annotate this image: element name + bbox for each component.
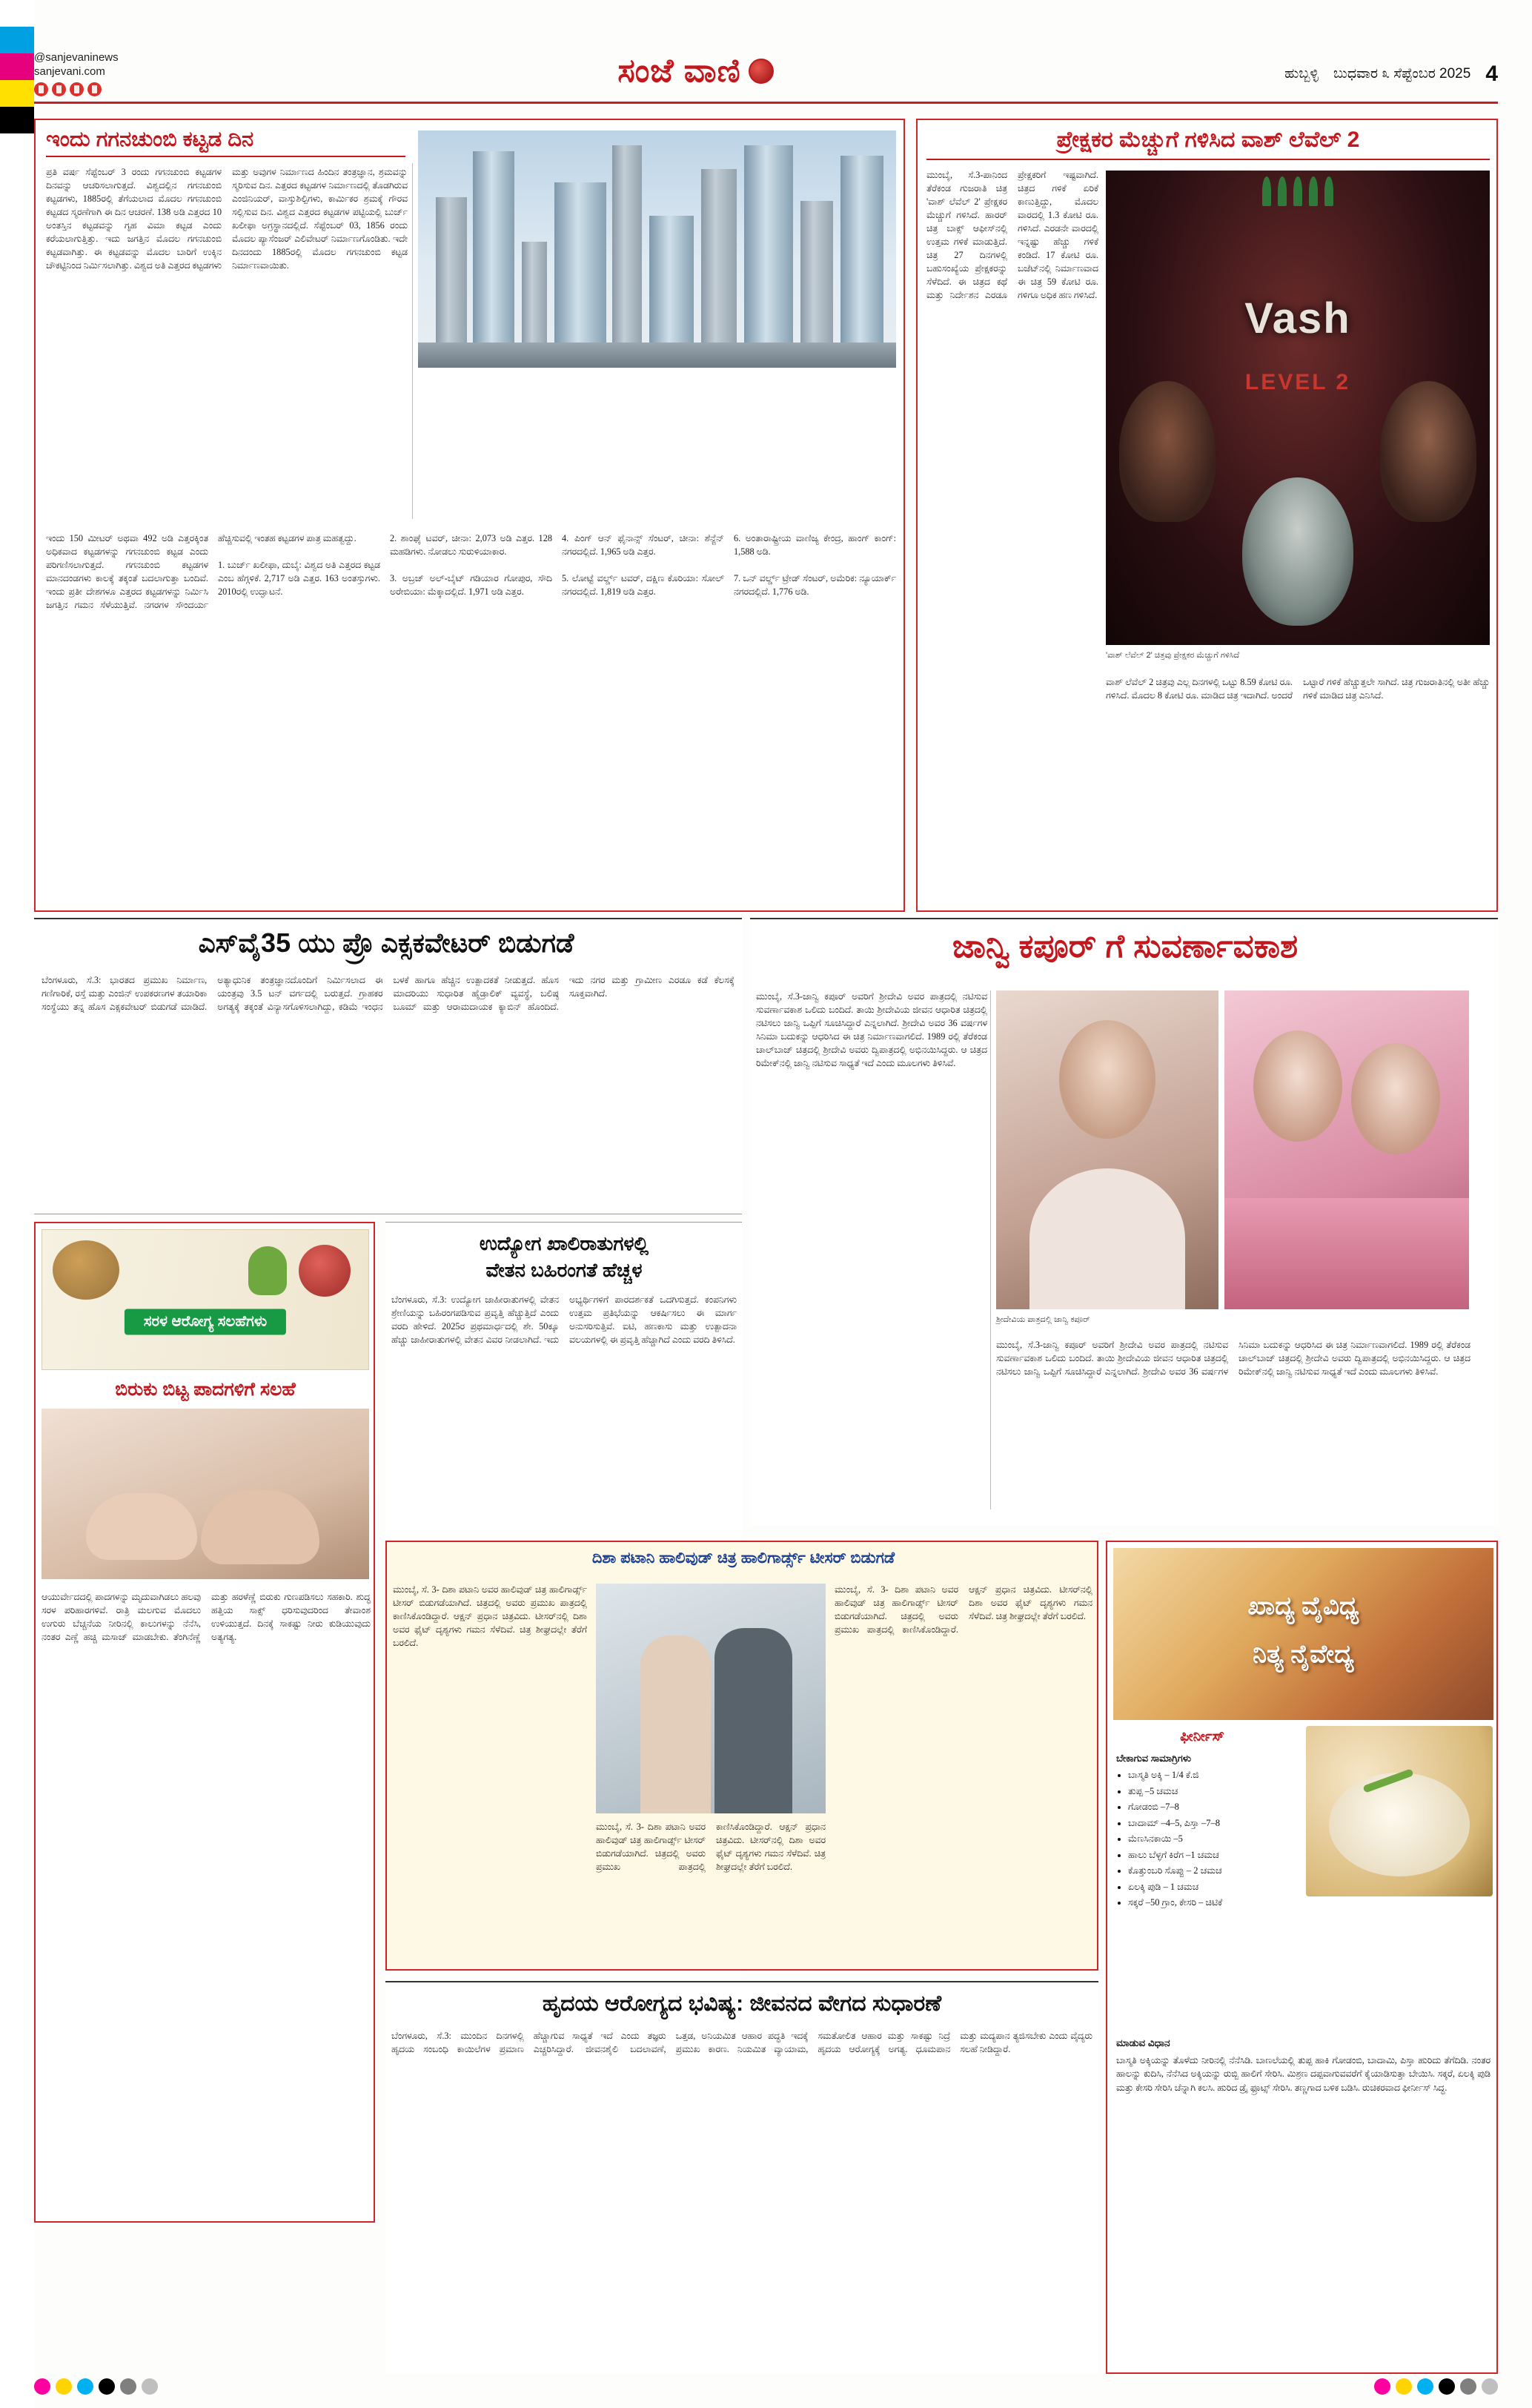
health-banner-text: ಸರಳ ಆರೋಗ್ಯ ಸಲಹೆಗಳು (125, 1309, 286, 1335)
janhvi-body-2: ಮುಂಬೈ, ಸೆ.3-ಜಾನ್ವಿ ಕಪೂರ್ ಅವರಿಗೆ ಶ್ರೀದೇವಿ ಅವರ ಪಾತ್ರದಲ್ಲಿ ನಟಿಸುವ ಸುವರ್ಣಾವಕಾಶ ಒಲಿದು ಬಂದಿದೆ. ತಾಯಿ ಶ್ರೀದೇವಿಯ ಜೀವನ ಆಧಾರಿತ ಚಿತ್ರದಲ್ಲಿ ನಟಿಸಲು ಜಾನ್ವಿ ಒಪ್ಪಿಗೆ ಸೂಚಿಸಿದ್ದಾರೆ ಎನ್ನಲಾಗಿದೆ. ಶ್ರೀದೇವಿ ಅವರ 36 ವರ್ಷಗಳ ಸಿನಿಮಾ ಬದುಕನ್ನು ಆಧರಿಸಿದ ಈ ಚಿತ್ರ ನಿರ್ಮಾಣವಾಗಲಿದೆ. 1989 ರಲ್ಲಿ ತೆರೆಕಂಡ ಚಾಲ್‌ಬಾಜ್ ಚಿತ್ರದಲ್ಲಿ ಶ್ರೀದೇವಿ ಅವರು ದ್ವಿಪಾತ್ರದಲ್ಲಿ ಅಭಿನಯಿಸಿದ್ದರು. ಆ ಚಿತ್ರದ ರಿಮೇಕ್‌ನಲ್ಲಿ ಜಾನ್ವಿ ನಟಿಸುವ ಸಾಧ್ಯತೆ ಇದೆ ಎಂದು ಮೂಲಗಳು ತಿಳಿಸಿವೆ. (996, 1340, 1470, 1377)
towers-item-2: 3. ಅಬ್ರಜ್ ಅಲ್-ಬೈಟ್ ಗಡಿಯಾರ ಗೋಪುರ, ಸೌದಿ ಅರೇಬಿಯಾ: ಮೆಕ್ಕಾದಲ್ಲಿದೆ. 1,971 ಅಡಿ ಎತ್ತರ. (390, 572, 552, 597)
ingredient-item: • ತುಪ್ಪ –5 ಚಮಚ (1128, 1784, 1297, 1800)
story-feet (34, 1222, 375, 2223)
recipe-title: ಫೀರ್ನೀಸ್ (1180, 1729, 1224, 1744)
recipe-banner-line1: ಖಾದ್ಯ ವೈವಿಧ್ಯ (1247, 1592, 1359, 1621)
hollywood-body-under: ಮುಂಬೈ, ಸೆ. 3- ದಿಶಾ ಪಟಾನಿ ಅವರ ಹಾಲಿವುಡ್ ಚಿತ್ರ ಹಾಲಿಗಾರ್ಡ್ಸ್ ಟೀಸರ್ ಬಿಡುಗಡೆಯಾಗಿದೆ. ಚಿತ್ರದಲ್ಲಿ ಅವರು ಪ್ರಮುಖ ಪಾತ್ರದಲ್ಲಿ ಕಾಣಿಸಿಕೊಂಡಿದ್ದಾರೆ. ಆಕ್ಷನ್ ಪ್ರಧಾನ ಚಿತ್ರವಿದು. ಟೀಸರ್‌ನಲ್ಲಿ ದಿಶಾ ಅವರ ಫೈಟ್ ದೃಶ್ಯಗಳು ಗಮನ ಸೆಳೆದಿವೆ. ಚಿತ್ರ ಶೀಘ್ರದಲ್ಲೇ ತೆರೆಗೆ ಬರಲಿದೆ. (596, 1822, 826, 1872)
recipe-banner-image (1113, 1548, 1493, 1720)
towers-photo-1 (418, 130, 896, 368)
towers-item-3: 4. ಪಿಂಗ್ ಆನ್ ಫೈನಾನ್ಸ್ ಸೆಂಟರ್, ಚೀನಾ: ಶೆನ್ಜೆನ್ ನಗರದಲ್ಲಿದೆ. 1,965 ಅಡಿ ಎತ್ತರ. (562, 533, 724, 557)
labour-body: ಬೆಂಗಳೂರು, ಸೆ.3: ಉದ್ಯೋಗ ಜಾಹೀರಾತುಗಳಲ್ಲಿ ವೇತನ ಶ್ರೇಣಿಯನ್ನು ಬಹಿರಂಗಪಡಿಸುವ ಪ್ರವೃತ್ತಿ ಹೆಚ್ಚುತ್ತಿದೆ ಎಂದು ವರದಿ ಹೇಳಿದೆ. 2025ರ ಪ್ರಥಮಾರ್ಧದಲ್ಲಿ ಶೇ. 50ಕ್ಕೂ ಹೆಚ್ಚು ಜಾಹೀರಾತುಗಳಲ್ಲಿ ವೇತನ ವಿವರ ನೀಡಲಾಗಿದೆ. ಇದು ಅಭ್ಯರ್ಥಿಗಳಿಗೆ ಪಾರದರ್ಶಕತೆ ಒದಗಿಸುತ್ತದೆ. ಕಂಪನಿಗಳು ಉತ್ತಮ ಪ್ರತಿಭೆಯನ್ನು ಆಕರ್ಷಿಸಲು ಈ ಮಾರ್ಗ ಅನುಸರಿಸುತ್ತಿವೆ. ಐಟಿ, ಹಣಕಾಸು ಮತ್ತು ಉತ್ಪಾದನಾ ವಲಯಗಳಲ್ಲಿ ಈ ಪ್ರವೃತ್ತಿ ಹೆಚ್ಚಾಗಿದೆ ಎಂದು ವರದಿ ತಿಳಿಸಿದೆ. (391, 1294, 737, 1345)
print-registration-left (34, 2378, 158, 2395)
hollywood-body-right: ಮುಂಬೈ, ಸೆ. 3- ದಿಶಾ ಪಟಾನಿ ಅವರ ಹಾಲಿವುಡ್ ಚಿತ್ರ ಹಾಲಿಗಾರ್ಡ್ಸ್ ಟೀಸರ್ ಬಿಡುಗಡೆಯಾಗಿದೆ. ಚಿತ್ರದಲ್ಲಿ ಅವರು ಪ್ರಮುಖ ಪಾತ್ರದಲ್ಲಿ ಕಾಣಿಸಿಕೊಂಡಿದ್ದಾರೆ. ಆಕ್ಷನ್ ಪ್ರಧಾನ ಚಿತ್ರವಿದು. ಟೀಸರ್‌ನಲ್ಲಿ ದಿಶಾ ಅವರ ಫೈಟ್ ದೃಶ್ಯಗಳು ಗಮನ ಸೆಳೆದಿವೆ. ಚಿತ್ರ ಶೀಘ್ರದಲ್ಲೇ ತೆರೆಗೆ ಬರಲಿದೆ. (835, 1584, 1092, 1635)
ingredient-item: • ಸಕ್ಕರೆ –50 ಗ್ರಾಂ, ಕೇಸರಿ – ಚಿಟಿಕೆ (1128, 1895, 1297, 1911)
ingredient-item: • ಬಾಸ್ಮತಿ ಅಕ್ಕಿ – 1/4 ಕೆ.ಜಿ (1128, 1767, 1297, 1784)
janhvi-rule (990, 990, 991, 1509)
edition-place: ಹುಬ್ಬಳ್ಳಿ (1284, 65, 1319, 82)
logo-text-wrap (617, 53, 773, 90)
ingredient-item: • ಮೆಣಸಿನಕಾಯಿ –5 (1128, 1831, 1297, 1848)
recipe-box (1106, 1541, 1498, 2374)
feet-photo (42, 1409, 369, 1579)
hollywood-headline: ದಿಶಾ ಪಟಾನಿ ಹಾಲಿವುಡ್ ಚಿತ್ರ ಹಾಲಿಗಾರ್ಡ್ಸ್ ಟೀಸರ್ ಬಿಡುಗಡೆ (591, 1549, 895, 1567)
page-number: 4 (1485, 61, 1498, 86)
towers-column-rule (412, 163, 413, 519)
excavator-headline: ಎಸ್‌ವೈ35 ಯು ಪ್ರೊ ಎಕ್ಸಕವೇಟರ್ ಬಿಡುಗಡೆ (198, 927, 574, 958)
ingredient-item: • ಏಲಕ್ಕಿ ಪುಡಿ – 1 ಚಮಚ (1128, 1879, 1297, 1896)
recipe-method-block (1116, 2037, 1490, 2094)
vash-body-2: ವಾಶ್ ಲೆವೆಲ್ 2 ಚಿತ್ರವು ಎಲ್ಲ ದಿನಗಳಲ್ಲಿ ಒಟ್ಟು 8.59 ಕೋಟಿ ರೂ. ಗಳಿಸಿದೆ. ಮೊದಲ 8 ಕೋಟಿ ರೂ. ಮಾಡಿದ ಚಿತ್ರ ಇದಾಗಿದೆ. ಅಂದರೆ ಒಟ್ಟಾರೆ ಗಳಿಕೆ ಹೆಚ್ಚುತ್ತಲೇ ಸಾಗಿದೆ. ಚಿತ್ರ ಗುಜರಾತಿನಲ್ಲಿ ಅತೀ ಹೆಚ್ಚು ಗಳಿಕೆ ಮಾಡಿದ ಚಿತ್ರ ಎನಿಸಿದೆ. (1106, 677, 1490, 701)
handle-line-2: sanjevani.com (34, 65, 105, 78)
janhvi-headline: ಜಾನ್ವಿ ಕಪೂರ್ ಗೆ ಸುವರ್ಣಾವಕಾಶ (952, 928, 1299, 965)
vash-poster (1106, 171, 1490, 645)
facebook-icon[interactable] (34, 82, 48, 96)
sridevi-photo (1224, 990, 1469, 1309)
handle-line-1: @sanjevaninews (34, 51, 119, 64)
edge-color-strip (0, 0, 34, 2408)
ingredient-item: • ಬಾದಾಮ್ –4–5, ಪಿಸ್ತಾ –7–8 (1128, 1816, 1297, 1832)
youtube-icon[interactable] (87, 82, 102, 96)
ingredients-title: ಬೇಕಾಗುವ ಸಾಮಾಗ್ರಿಗಳು (1116, 1753, 1192, 1764)
story-hollywood (385, 1541, 1098, 1971)
labour-headline-2: ವೇತನ ಬಹಿರಂಗತೆ ಹೆಚ್ಚಳ (485, 1259, 643, 1281)
logo-title: ಸಂಜೆ ವಾಣಿ (617, 52, 741, 89)
newspaper-logo (279, 53, 1112, 90)
labour-headline-1: ಉದ್ಯೋಗ ಖಾಲಿರಾತುಗಳಲ್ಲಿ (479, 1232, 649, 1254)
heart-headline: ಹೃದಯ ಆರೋಗ್ಯದ ಭವಿಷ್ಯ: ಜೀವನದ ವೇಗದ ಸುಧಾರಣೆ (542, 1991, 942, 2016)
instagram-icon[interactable] (70, 82, 84, 96)
poster-subtitle: LEVEL 2 (1244, 369, 1351, 394)
towers-headline: ಇಂದು ಗಗನಚುಂಬಿ ಕಟ್ಟಡ ದಿನ (46, 128, 405, 157)
recipe-photo (1306, 1726, 1493, 1896)
towers-body: ಪ್ರತಿ ವರ್ಷ ಸೆಪ್ಟೆಂಬರ್ 3 ರಂದು ಗಗನಚುಂಬಿ ಕಟ್ಟಡಗಳ ದಿನವನ್ನು ಆಚರಿಸಲಾಗುತ್ತದೆ. ವಿಶ್ವದಲ್ಲಿನ ಗಗನಚುಂಬಿ ಕಟ್ಟಡಗಳು, 1885ರಲ್ಲಿ ತೆಗೆಯಲಾದ ಮೊದಲ ಗಗನಚುಂಬಿ ಕಟ್ಟಡದ ಸ್ಮರಣೆಗಾಗಿ ಈ ದಿನ ಆಚರಣೆ. 138 ಅಡಿ ಎತ್ತರದ 10 ಅಂತಸ್ತಿನ ಕಟ್ಟಡವನ್ನು ಗೃಹ ವಿಮಾ ಕಟ್ಟಡ ಎಂದು ಕರೆಯಲಾಗುತ್ತಿತ್ತು. ಇದು ಜಗತ್ತಿನ ಮೊದಲ ಗಗನಚುಂಬಿ ಕಟ್ಟಡವಾಗಿತ್ತು. ಈ ಕಟ್ಟಡವನ್ನು ಮೊದಲ ಬಾರಿಗೆ ಉಕ್ಕಿನ ಚೌಕಟ್ಟಿನಿಂದ ನಿರ್ಮಿಸಲಾಗಿತ್ತು. ವಿಶ್ವದ ಅತಿ ಎತ್ತರದ ಕಟ್ಟಡಗಳು ಮತ್ತು ಅವುಗಳ ನಿರ್ಮಾಣದ ಹಿಂದಿನ ತಂತ್ರಜ್ಞಾನ, ಶ್ರಮವನ್ನು ಸ್ಮರಿಸುವ ದಿನ. ಎತ್ತರದ ಕಟ್ಟಡಗಳ ನಿರ್ಮಾಣದಲ್ಲಿ ತೊಡಗಿರುವ ಎಂಜಿನಿಯರ್, ವಾಸ್ತುಶಿಲ್ಪಿಗಳು, ಕಾರ್ಮಿಕರ ಶ್ರಮಕ್ಕೆ ಗೌರವ ಸಲ್ಲಿಸುವ ದಿನ. ವಿಶ್ವದ ಎತ್ತರದ ಕಟ್ಟಡಗಳ ಪಟ್ಟಿಯಲ್ಲಿ ಬುರ್ಜ್ ಖಲೀಫಾ ಅಗ್ರಸ್ಥಾನದಲ್ಲಿದೆ. ಸೆಪ್ಟೆಂಬರ್ 03, 1856 ರಂದು ಮೊದಲ ಪ್ಯಾಸೆಂಜರ್ ಎಲಿವೇಟರ್ ನಿರ್ಮಾಣಗೊಂಡಿತು. ಇದೇ ದಿನದಂದು 1885ರಲ್ಲಿ ಮೊದಲ ಗಗನಚುಂಬಿ ಕಟ್ಟಡ ನಿರ್ಮಾಣವಾಯಿತು. (46, 167, 408, 271)
story-janhvi (750, 918, 1498, 1526)
recipe-banner-line2: ನಿತ್ಯ ನೈವೇದ್ಯ (1253, 1640, 1354, 1669)
method-body: ಬಾಸ್ಮತಿ ಅಕ್ಕಿಯನ್ನು ತೊಳೆದು ನೀರಿನಲ್ಲಿ ನೆನೆಸಿಡಿ. ಬಾಣಲೆಯಲ್ಲಿ ತುಪ್ಪ ಹಾಕಿ ಗೋಡಂಬಿ, ಬಾದಾಮಿ, ಪಿಸ್ತಾ ಹುರಿದು ತೆಗೆದಿಡಿ. ನಂತರ ಹಾಲನ್ನು ಕುದಿಸಿ, ನೆನೆಸಿದ ಅಕ್ಕಿಯನ್ನು ರುಬ್ಬಿ ಹಾಲಿಗೆ ಸೇರಿಸಿ. ಮಿಶ್ರಣ ದಪ್ಪವಾಗುವವರೆಗೆ ಕೈಯಾಡಿಸುತ್ತಾ ಬೇಯಿಸಿ. ಸಕ್ಕರೆ, ಏಲಕ್ಕಿ ಪುಡಿ ಮತ್ತು ಕೇಸರಿ ಸೇರಿಸಿ ಚೆನ್ನಾಗಿ ಕಲಸಿ. ಹುರಿದ ಡ್ರೈ ಫ್ರೂಟ್ಸ್ ಸೇರಿಸಿ. ತಣ್ಣಗಾದ ಬಳಿಕ ಬಡಿಸಿ. ರುಚಿಕರವಾದ ಫೀರ್ನೀಸ್ ಸಿದ್ಧ. (1116, 2055, 1490, 2093)
hollywood-photo (596, 1584, 826, 1813)
masthead (34, 46, 1498, 104)
masthead-dateline (1112, 62, 1498, 87)
ingredient-item: • ಗೋಡಂಬಿ –7–8 (1128, 1799, 1297, 1816)
feet-body: ಆಯುರ್ವೇದದಲ್ಲಿ ಪಾದಗಳನ್ನು ಮೃದುವಾಗಿಡಲು ಹಲವು ಸರಳ ಪರಿಹಾರಗಳಿವೆ. ರಾತ್ರಿ ಮಲಗುವ ಮೊದಲು ಉಗುರು ಬೆಚ್ಚನೆಯ ನೀರಿನಲ್ಲಿ ಕಾಲುಗಳನ್ನು ನೆನೆಸಿ, ನಂತರ ಎಣ್ಣೆ ಹಚ್ಚಿ ಮಸಾಜ್ ಮಾಡಬೇಕು. ತೆಂಗಿನೆಣ್ಣೆ ಮತ್ತು ಹರಳೆಣ್ಣೆ ಬಿರುಕು ಗುಣಪಡಿಸಲು ಸಹಕಾರಿ. ಶುದ್ಧ ಹತ್ತಿಯ ಸಾಕ್ಸ್ ಧರಿಸುವುದರಿಂದ ತೇವಾಂಶ ಉಳಿಯುತ್ತದೆ. ದಿನಕ್ಕೆ ಸಾಕಷ್ಟು ನೀರು ಕುಡಿಯುವುದು ಅತ್ಯಗತ್ಯ. (42, 1592, 371, 1642)
ingredient-item: • ಹಾಲು ಬೆಳ್ಳಗೆ ಕಿರೆಗ –1 ಚಮಚ (1128, 1848, 1297, 1864)
towers-item-4: 5. ಲೋಟ್ಟೆ ವರ್ಲ್ಡ್ ಟವರ್, ದಕ್ಷಿಣ ಕೊರಿಯಾ: ಸೋಲ್ ನಗರದಲ್ಲಿದೆ. 1,819 ಅಡಿ ಎತ್ತರ. (562, 572, 724, 597)
towers-item-1: 2. ಶಾಂಘೈ ಟವರ್, ಚೀನಾ: 2,073 ಅಡಿ ಎತ್ತರ. 128 ಮಹಡಿಗಳು. ನೋಡಲು ಸುರುಳಿಯಾಕಾರ. (390, 533, 552, 557)
masthead-social (34, 51, 279, 96)
story-vash (916, 119, 1498, 912)
twitter-icon[interactable] (52, 82, 66, 96)
vash-caption: 'ವಾಶ್ ಲೆವೆಲ್ 2' ಚಿತ್ರವು ಪ್ರೇಕ್ಷಕರ ಮೆಚ್ಚುಗೆ ಗಳಿಸಿದೆ (1106, 651, 1240, 660)
poster-title: Vash (1244, 294, 1351, 343)
poster-face (1242, 477, 1353, 626)
story-excavator (34, 918, 742, 1214)
janhvi-body: ಮುಂಬೈ, ಸೆ.3-ಜಾನ್ವಿ ಕಪೂರ್ ಅವರಿಗೆ ಶ್ರೀದೇವಿ ಅವರ ಪಾತ್ರದಲ್ಲಿ ನಟಿಸುವ ಸುವರ್ಣಾವಕಾಶ ಒಲಿದು ಬಂದಿದೆ. ತಾಯಿ ಶ್ರೀದೇವಿಯ ಜೀವನ ಆಧಾರಿತ ಚಿತ್ರದಲ್ಲಿ ನಟಿಸಲು ಜಾನ್ವಿ ಒಪ್ಪಿಗೆ ಸೂಚಿಸಿದ್ದಾರೆ ಎನ್ನಲಾಗಿದೆ. ಶ್ರೀದೇವಿ ಅವರ 36 ವರ್ಷಗಳ ಸಿನಿಮಾ ಬದುಕನ್ನು ಆಧರಿಸಿದ ಈ ಚಿತ್ರ ನಿರ್ಮಾಣವಾಗಲಿದೆ. 1989 ರಲ್ಲಿ ತೆರೆಕಂಡ ಚಾಲ್‌ಬಾಜ್ ಚಿತ್ರದಲ್ಲಿ ಶ್ರೀದೇವಿ ಅವರು ದ್ವಿಪಾತ್ರದಲ್ಲಿ ಅಭಿನಯಿಸಿದ್ದರು. ಆ ಚಿತ್ರದ ರಿಮೇಕ್‌ನಲ್ಲಿ ಜಾನ್ವಿ ನಟಿಸುವ ಸಾಧ್ಯತೆ ಇದೆ ಎಂದು ಮೂಲಗಳು ತಿಳಿಸಿವೆ. (756, 991, 987, 1068)
towers-item-0: 1. ಬುರ್ಜ್ ಖಲೀಫಾ, ದುಬೈ: ವಿಶ್ವದ ಅತಿ ಎತ್ತರದ ಕಟ್ಟಡ ಎಂಬ ಹೆಗ್ಗಳಿಕೆ. 2,717 ಅಡಿ ಎತ್ತರ. 163 ಅಂತಸ್ತುಗಳು. 2010ರಲ್ಲಿ ಉದ್ಘಾಟನೆ. (218, 559, 380, 597)
excavator-body: ಬೆಂಗಳೂರು, ಸೆ.3: ಭಾರತದ ಪ್ರಮುಖ ನಿರ್ಮಾಣ, ಗಣಿಗಾರಿಕೆ, ರಸ್ತೆ ಮತ್ತು ಎಂಜಿನ್ ಉಪಕರಣಗಳ ತಯಾರಿಕಾ ಸಂಸ್ಥೆಯು ತನ್ನ ಹೊಸ ಎಕ್ಸಕವೇಟರ್ ಬಿಡುಗಡೆ ಮಾಡಿದೆ. ಅತ್ಯಾಧುನಿಕ ತಂತ್ರಜ್ಞಾನದೊಂದಿಗೆ ನಿರ್ಮಿಸಲಾದ ಈ ಯಂತ್ರವು 3.5 ಟನ್ ವರ್ಗದಲ್ಲಿ ಬರುತ್ತದೆ. ಗ್ರಾಹಕರ ಅಗತ್ಯಕ್ಕೆ ತಕ್ಕಂತೆ ವಿನ್ಯಾಸಗೊಳಿಸಲಾಗಿದ್ದು, ಕಡಿಮೆ ಇಂಧನ ಬಳಕೆ ಹಾಗೂ ಹೆಚ್ಚಿನ ಉತ್ಪಾದಕತೆ ನೀಡುತ್ತದೆ. ಹೊಸ ಮಾದರಿಯು ಸುಧಾರಿತ ಹೈಡ್ರಾಲಿಕ್ ವ್ಯವಸ್ಥೆ, ಬಲಿಷ್ಠ ಬೂಮ್ ಮತ್ತು ಆರಾಮದಾಯಕ ಕ್ಯಾಬಿನ್ ಹೊಂದಿದೆ. ಇದು ನಗರ ಮತ್ತು ಗ್ರಾಮೀಣ ಎರಡೂ ಕಡೆ ಕೆಲಸಕ್ಕೆ ಸೂಕ್ತವಾಗಿದೆ. (42, 975, 735, 1012)
janhvi-caption: ಶ್ರೀದೇವಿಯ ಪಾತ್ರದಲ್ಲಿ ಜಾನ್ವಿ ಕಪೂರ್ (996, 1315, 1090, 1324)
story-towers (34, 119, 905, 912)
towers-col2: ಇಂದು 150 ಮೀಟರ್ ಅಥವಾ 492 ಅಡಿ ಎತ್ತರಕ್ಕಿಂತ ಅಧಿಕವಾದ ಕಟ್ಟಡಗಳನ್ನು ಗಗನಚುಂಬಿ ಕಟ್ಟಡ ಎಂದು ಪರಿಗಣಿಸಲಾಗುತ್ತದೆ. ಗಗನಚುಂಬಿ ಕಟ್ಟಡಗಳ ಮಾನದಂಡಗಳು ಕಾಲಕ್ಕೆ ತಕ್ಕಂತೆ ಬದಲಾಗುತ್ತಾ ಬಂದಿವೆ. ಇಂದು ಪ್ರತೀ ದೇಶಗಳೂ ಎತ್ತರದ ಕಟ್ಟಡಗಳನ್ನು ನಿರ್ಮಿಸಿ ಜಗತ್ತಿನ ಗಮನ ಸೆಳೆಯುತ್ತಿವೆ. ನಗರಗಳ ಸೌಂದರ್ಯ ಹೆಚ್ಚಿಸುವಲ್ಲಿ ಇಂತಹ ಕಟ್ಟಡಗಳ ಪಾತ್ರ ಮಹತ್ವದ್ದು. (46, 533, 357, 610)
towers-list (46, 532, 896, 896)
print-registration-right (1374, 2378, 1498, 2395)
vash-headline: ಪ್ರೇಕ್ಷಕರ ಮೆಚ್ಚುಗೆ ಗಳಿಸಿದ ವಾಶ್ ಲೆವೆಲ್ 2 (926, 128, 1490, 160)
feet-headline: ಬಿರುಕು ಬಿಟ್ಟ ಪಾದಗಳಿಗೆ ಸಲಹೆ (115, 1379, 296, 1400)
edition-date: ಬುಧವಾರ ೩ ಸೆಪ್ಟೆಂಬರ 2025 (1333, 65, 1471, 82)
social-icons[interactable] (34, 82, 279, 96)
recipe-ingredients-block (1116, 1753, 1297, 1911)
vash-body: ಮುಂಬೈ, ಸೆ.3-ಪಾನಿಂದ ತೆರೆಕಂಡ ಗುಜರಾತಿ ಚಿತ್ರ 'ವಾಶ್ ಲೆವೆಲ್ 2' ಪ್ರೇಕ್ಷಕರ ಮೆಚ್ಚುಗೆ ಗಳಿಸಿದೆ. ಹಾರರ್ ಚಿತ್ರ ಬಾಕ್ಸ್ ಆಫೀಸ್‌ನಲ್ಲಿ ಉತ್ತಮ ಗಳಿಕೆ ಮಾಡುತ್ತಿದೆ. ಚಿತ್ರ 27 ದಿನಗಳಲ್ಲಿ ಬಹುಸಂಖ್ಯೆಯ ಪ್ರೇಕ್ಷಕರನ್ನು ಸೆಳೆದಿದೆ. ಈ ಚಿತ್ರದ ಕಥೆ ಮತ್ತು ನಿರ್ದೇಶನ ಎರಡೂ ಪ್ರೇಕ್ಷಕರಿಗೆ ಇಷ್ಟವಾಗಿದೆ. ಚಿತ್ರದ ಗಳಿಕೆ ಏರಿಕೆ ಕಾಣುತ್ತಿದ್ದು, ಮೊದಲ ವಾರದಲ್ಲಿ 1.3 ಕೋಟಿ ರೂ. ಗಳಿಸಿದೆ. ಎರಡನೇ ವಾರದಲ್ಲಿ ಇನ್ನಷ್ಟು ಹೆಚ್ಚು ಗಳಿಕೆ ಕಂಡಿದೆ. 17 ಕೋಟಿ ರೂ. ಬಜೆಟ್‌ನಲ್ಲಿ ನಿರ್ಮಾಣವಾದ ಈ ಚಿತ್ರ 59 ಕೋಟಿ ರೂ. ಗಳಿಗೂ ಅಧಿಕ ಹಣ ಗಳಿಸಿದೆ. (926, 170, 1098, 300)
globe-icon (749, 59, 774, 84)
hollywood-body-left: ಮುಂಬೈ, ಸೆ. 3- ದಿಶಾ ಪಟಾನಿ ಅವರ ಹಾಲಿವುಡ್ ಚಿತ್ರ ಹಾಲಿಗಾರ್ಡ್ಸ್ ಟೀಸರ್ ಬಿಡುಗಡೆಯಾಗಿದೆ. ಚಿತ್ರದಲ್ಲಿ ಅವರು ಪ್ರಮುಖ ಪಾತ್ರದಲ್ಲಿ ಕಾಣಿಸಿಕೊಂಡಿದ್ದಾರೆ. ಆಕ್ಷನ್ ಪ್ರಧಾನ ಚಿತ್ರವಿದು. ಟೀಸರ್‌ನಲ್ಲಿ ದಿಶಾ ಅವರ ಫೈಟ್ ದೃಶ್ಯಗಳು ಗಮನ ಸೆಳೆದಿವೆ. ಚಿತ್ರ ಶೀಘ್ರದಲ್ಲೇ ತೆರೆಗೆ ಬರಲಿದೆ. (393, 1584, 587, 1648)
ingredient-item: • ಕೊತ್ತುಂಬರಿ ಸೊಪ್ಪು – 2 ಚಮಚ (1128, 1863, 1297, 1879)
health-banner-image (42, 1229, 369, 1370)
method-title: ಮಾಡುವ ವಿಧಾನ (1116, 2037, 1170, 2048)
towers-item-5: 6. ಅಂತಾರಾಷ್ಟ್ರೀಯ ವಾಣಿಜ್ಯ ಕೇಂದ್ರ, ಹಾಂಗ್ ಕಾಂಗ್: 1,588 ಅಡಿ. (734, 533, 896, 557)
towers-item-6: 7. ಒನ್ ವರ್ಲ್ಡ್ ಟ್ರೇಡ್ ಸೆಂಟರ್, ಅಮೆರಿಕ: ನ್ಯೂಯಾರ್ಕ್ ನಗರದಲ್ಲಿದೆ. 1,776 ಅಡಿ. (734, 572, 896, 597)
heart-body: ಬೆಂಗಳೂರು, ಸೆ.3: ಮುಂದಿನ ದಿನಗಳಲ್ಲಿ ಹೃದಯ ಸಂಬಂಧಿ ಕಾಯಿಲೆಗಳ ಪ್ರಮಾಣ ಹೆಚ್ಚಾಗುವ ಸಾಧ್ಯತೆ ಇದೆ ಎಂದು ತಜ್ಞರು ಎಚ್ಚರಿಸಿದ್ದಾರೆ. ಜೀವನಶೈಲಿ ಬದಲಾವಣೆ, ಒತ್ತಡ, ಅನಿಯಮಿತ ಆಹಾರ ಪದ್ಧತಿ ಇದಕ್ಕೆ ಪ್ರಮುಖ ಕಾರಣ. ನಿಯಮಿತ ವ್ಯಾಯಾಮ, ಸಮತೋಲಿತ ಆಹಾರ ಮತ್ತು ಸಾಕಷ್ಟು ನಿದ್ರೆ ಹೃದಯ ಆರೋಗ್ಯಕ್ಕೆ ಅಗತ್ಯ. ಧೂಮಪಾನ ಮತ್ತು ಮದ್ಯಪಾನ ತ್ಯಜಿಸಬೇಕು ಎಂದು ವೈದ್ಯರು ಸಲಹೆ ನೀಡಿದ್ದಾರೆ. (391, 2031, 1092, 2054)
janhvi-photo (996, 990, 1218, 1309)
story-heart (385, 1981, 1098, 2374)
